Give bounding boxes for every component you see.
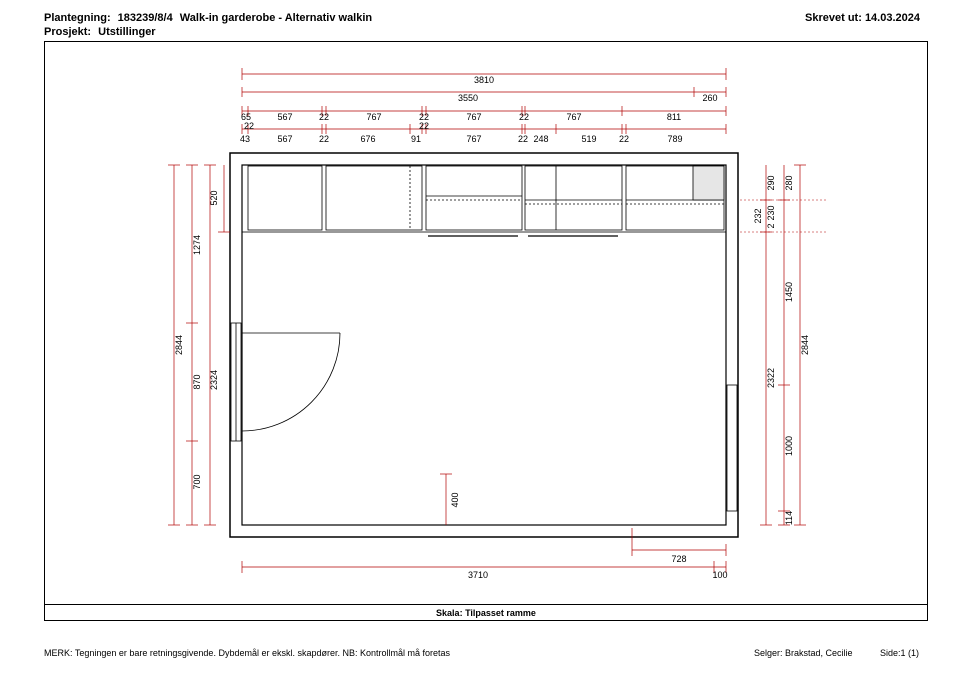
dim-right-2322: 2322 [766, 367, 776, 389]
dim-r1-7: 767 [566, 112, 582, 122]
wardrobe-row [242, 165, 726, 236]
dim-right-232: 232 [753, 208, 763, 224]
dim-r1-8: 811 [666, 112, 682, 122]
printed-date: Skrevet ut: 14.03.2024 [805, 12, 920, 24]
dim-r2-5: 767 [466, 134, 482, 144]
plan-name: Walk-in garderobe - Alternativ walkin [179, 12, 373, 24]
dim-bottom-728: 728 [671, 554, 687, 564]
inner-wall [242, 165, 726, 525]
dim-r2-9: 22 [618, 134, 630, 144]
dim-r2-7: 248 [533, 134, 549, 144]
cabinet-3 [426, 166, 522, 230]
dim-r1-6: 22 [518, 112, 530, 122]
footer-seller: Selger: Brakstad, Cecilie [754, 648, 853, 658]
room-walls [230, 153, 738, 537]
wardrobe-outline [242, 165, 726, 232]
cabinet-2 [326, 166, 422, 230]
dimension-lines [168, 68, 806, 573]
door-swing-arc [242, 333, 340, 431]
dim-bottom-total: 3710 [467, 570, 489, 580]
dim-right-280: 280 [784, 175, 794, 191]
dim-r1-3: 767 [366, 112, 382, 122]
dim-r2-2: 22 [318, 134, 330, 144]
dim-right-2844: 2844 [800, 334, 810, 356]
dim-r2-0: 43 [239, 134, 251, 144]
dim-right-114: 114 [784, 510, 794, 526]
dim-right-1450: 1450 [784, 281, 794, 303]
dim-left-2324: 2324 [209, 369, 219, 391]
dim-center-400: 400 [450, 492, 460, 508]
scale-label: Skala: Tilpasset ramme [44, 604, 928, 621]
right-opening [727, 385, 737, 511]
footer-page: Side:1 (1) [880, 648, 920, 658]
project-label: Prosjekt: [44, 26, 92, 38]
cabinet-1 [248, 166, 322, 230]
dim-r1-sub: 22 [243, 121, 255, 131]
dim-bottom-100: 100 [712, 570, 728, 580]
project-name: Utstillinger [98, 26, 156, 38]
dim-right-230: 230 [766, 205, 776, 221]
dim-r2-8: 519 [581, 134, 597, 144]
dim-r2-4: 91 [410, 134, 422, 144]
dim-right-2: 2 [766, 223, 776, 229]
outer-wall [230, 153, 738, 537]
dim-r1-sub2: 22 [418, 121, 430, 131]
dim-top-total: 3810 [473, 75, 495, 85]
dim-left-700: 700 [192, 474, 202, 490]
footer-note: MERK: Tegningen er bare retningsgivende. Dybdemål er ekskl. skapdører. NB: Kontrollmål må foretas [44, 648, 451, 658]
plan-label: Plantegning: [44, 12, 111, 24]
dim-right-290: 290 [766, 175, 776, 191]
dim-r1-5: 767 [466, 112, 482, 122]
dim-left-outer: 2844 [174, 334, 184, 356]
dim-r1-4: 22 [418, 112, 430, 122]
dim-r1-1: 567 [277, 112, 293, 122]
right-wall-opening [727, 385, 737, 511]
dim-top-end: 260 [702, 93, 718, 103]
door [231, 323, 340, 441]
dimension-labels [174, 75, 810, 580]
dim-top-inner: 3550 [457, 93, 479, 103]
dim-left-1274: 1274 [192, 234, 202, 256]
dim-left-870: 870 [192, 374, 202, 390]
dim-r2-3: 676 [360, 134, 376, 144]
dim-r2-6: 22 [517, 134, 529, 144]
corner-filler [693, 166, 724, 200]
plan-ref: 183239/8/4 [117, 12, 173, 24]
dim-r1-2: 22 [318, 112, 330, 122]
dim-r2-1: 567 [277, 134, 293, 144]
dim-r1-0: 65 [240, 112, 252, 122]
dim-left-520: 520 [209, 190, 219, 206]
dim-right-1000: 1000 [784, 435, 794, 457]
cabinet-4 [525, 166, 622, 230]
dim-r2-10: 789 [667, 134, 683, 144]
